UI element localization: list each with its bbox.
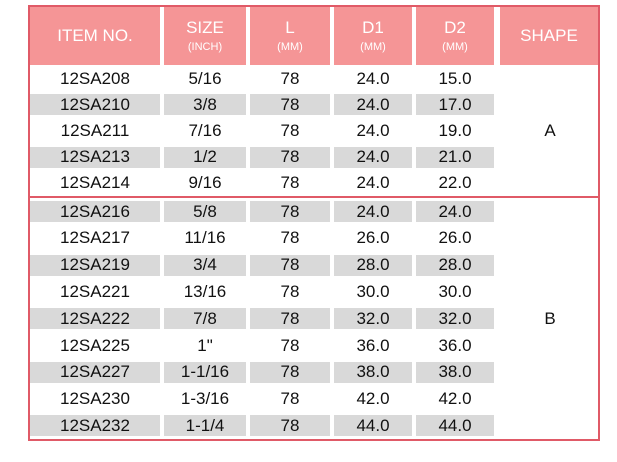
cell-d1: 24.0 [356,120,390,140]
cell-item-no: 12SA222 [30,308,160,329]
table-row [30,117,494,144]
header-d2-unit: (MM) [442,41,468,53]
cell-l: 78 [250,94,330,115]
header-item-no [30,7,160,65]
cell-d2: 24.0 [416,201,494,222]
cell-size: 11/16 [184,228,226,248]
cell-d2: 28.0 [416,255,494,276]
cell-item-no: 12SA216 [30,201,160,222]
cell-size: 9/16 [188,173,222,193]
cell-size: 5/8 [164,201,246,222]
product-spec-table [28,5,600,441]
header-l [250,7,330,65]
cell-l: 78 [250,147,330,168]
table-row [30,412,494,439]
cell-d2: 17.0 [416,94,494,115]
cell-l: 78 [250,201,330,222]
header-size-unit: (INCH) [187,41,223,53]
header-item-no-label: ITEM NO. [57,26,133,45]
cell-d2: 21.0 [416,147,494,168]
cell-item-no: 12SA232 [30,415,160,436]
header-d2-label: D2 [444,18,466,37]
cell-d2: 22.0 [438,173,472,193]
cell-d2: 36.0 [438,335,472,355]
table-row [30,91,494,118]
cell-size: 1-3/16 [180,389,230,409]
table-row [30,278,494,305]
table-row [30,225,494,252]
table-row [30,65,494,92]
cell-d1: 26.0 [356,228,390,248]
cell-d2: 19.0 [438,120,472,140]
cell-l: 78 [250,255,330,276]
cell-size: 1" [197,335,213,355]
cell-l: 78 [250,308,330,329]
cell-d2: 26.0 [438,228,472,248]
cell-d1: 24.0 [334,201,412,222]
cell-d1: 32.0 [334,308,412,329]
cell-d2: 44.0 [416,415,494,436]
cell-item-no: 12SA217 [60,228,130,248]
header-shape-label: SHAPE [520,26,578,45]
cell-size: 1-1/16 [164,362,246,383]
cell-l: 78 [280,281,300,301]
cell-item-no: 12SA221 [60,281,130,301]
header-size [164,7,246,65]
cell-d2: 15.0 [438,68,472,88]
cell-d1: 28.0 [334,255,412,276]
cell-size: 5/16 [188,68,222,88]
header-l-unit: (MM) [277,41,303,53]
cell-l: 78 [250,362,330,383]
cell-l: 78 [250,415,330,436]
cell-item-no: 12SA227 [30,362,160,383]
header-l-label: L [285,18,295,37]
cell-item-no: 12SA213 [30,147,160,168]
cell-item-no: 12SA211 [60,120,130,140]
header-shape [500,7,598,65]
cell-size: 1/2 [164,147,246,168]
shape-group-a: A [544,120,556,140]
cell-d1: 36.0 [356,335,390,355]
cell-d1: 24.0 [334,94,412,115]
cell-l: 78 [280,389,300,409]
cell-item-no: 12SA230 [60,389,130,409]
table-row [30,144,494,171]
table-row [30,252,494,279]
header-d1-unit: (MM) [360,41,386,53]
header-d1-label: D1 [362,18,384,37]
header-size-label: SIZE [186,18,224,37]
cell-size: 1-1/4 [164,415,246,436]
cell-size: 3/8 [164,94,246,115]
cell-item-no: 12SA219 [30,255,160,276]
cell-d1: 38.0 [334,362,412,383]
cell-size: 7/16 [188,120,222,140]
cell-d1: 44.0 [334,415,412,436]
cell-d2: 30.0 [438,281,472,301]
header-d2 [416,7,494,65]
cell-size: 13/16 [183,281,227,301]
cell-d1: 24.0 [356,68,390,88]
cell-l: 78 [280,68,300,88]
cell-d1: 30.0 [356,281,390,301]
table-row [30,305,494,332]
cell-d2: 32.0 [416,308,494,329]
cell-l: 78 [280,120,300,140]
cell-l: 78 [280,228,300,248]
cell-item-no: 12SA225 [60,335,130,355]
table-row [30,170,494,197]
cell-l: 78 [280,173,300,193]
cell-item-no: 12SA210 [30,94,160,115]
cell-item-no: 12SA208 [60,68,130,88]
cell-size: 7/8 [164,308,246,329]
cell-size: 3/4 [164,255,246,276]
table-row [30,332,494,359]
cell-d1: 24.0 [356,173,390,193]
cell-d2: 38.0 [416,362,494,383]
table-row [30,386,494,413]
cell-item-no: 12SA214 [60,173,130,193]
shape-group-b: B [544,308,556,328]
cell-d2: 42.0 [438,389,472,409]
cell-d1: 24.0 [334,147,412,168]
header-d1 [334,7,412,65]
cell-l: 78 [280,335,300,355]
cell-d1: 42.0 [356,389,390,409]
table-row [30,359,494,386]
table-row [30,198,494,225]
